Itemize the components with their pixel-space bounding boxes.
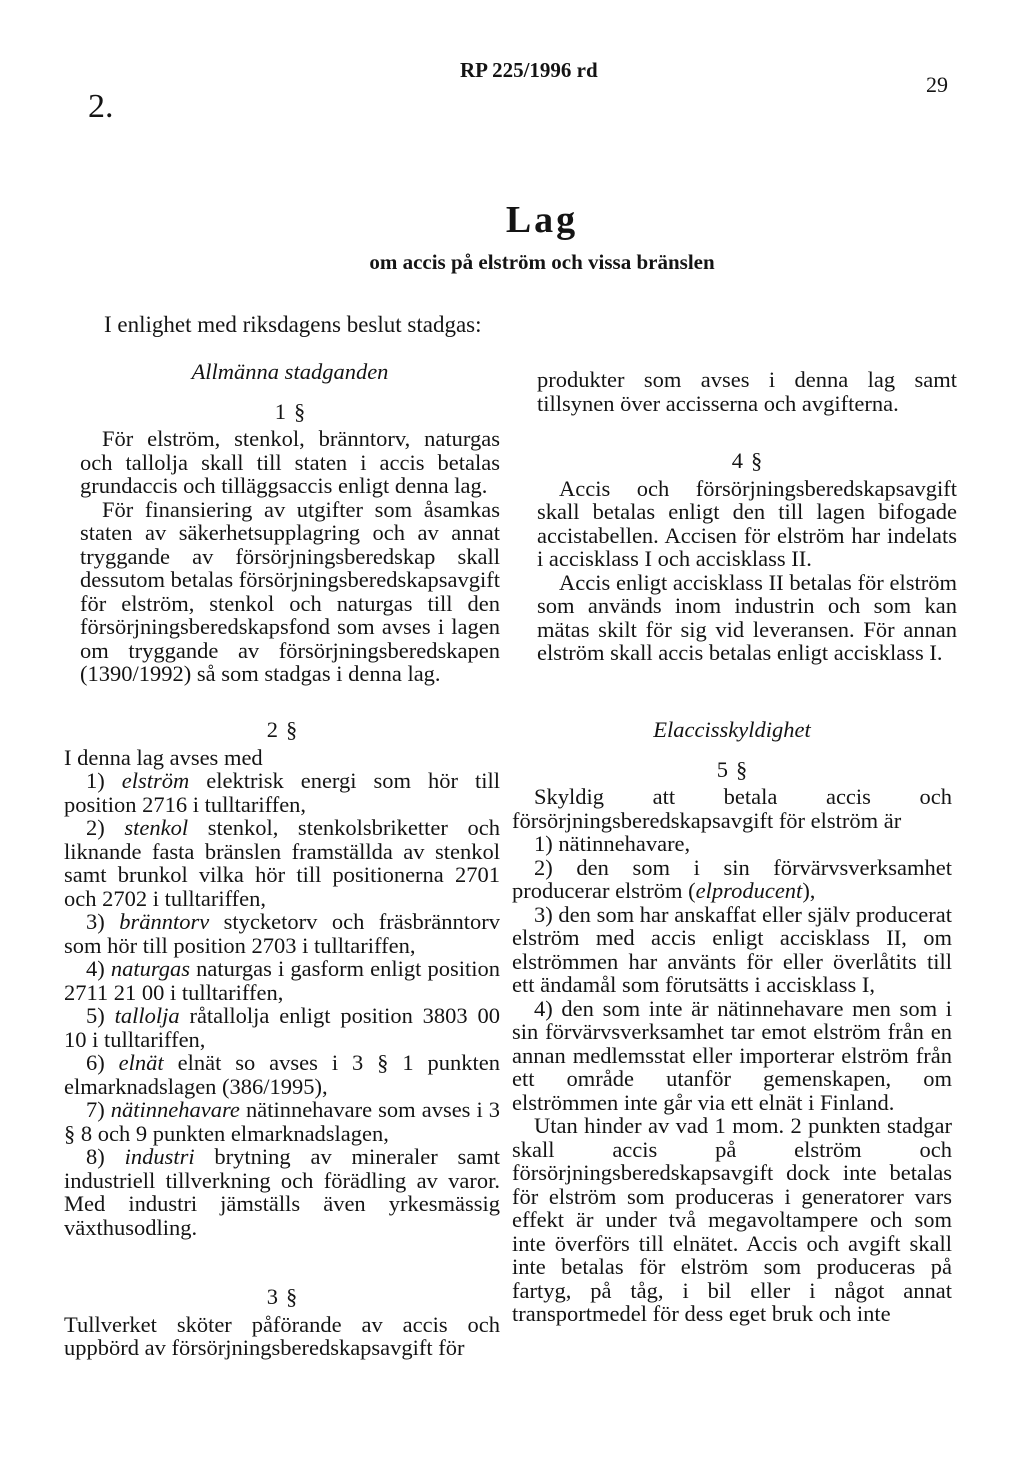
definition-text: råtallolja enligt position 3803 00 10 i tulltariffen, (64, 1003, 500, 1052)
section-2-intro: I denna lag avses med (64, 744, 263, 770)
section-1-paragraph-2: För finansiering av utgifter som åsamkas staten av säkerhetsupplagring och av annat tryggande av försörjningsberedskap skall dessutom betalas försörjningsberedskapsavgift för elström, stenkol och naturgas till den försörjningsberedskapsfond som avses i lagen om tryggande av försörjningsberedskapen (1390/1992) så som stadgas i denna lag. (80, 496, 500, 686)
right-column-bottom (512, 718, 952, 1326)
section-5-item-2 (512, 856, 952, 903)
item-text-end: ), (802, 878, 816, 903)
section-mark: § (294, 398, 306, 424)
section-4-paragraph-1: Accis och försörjningsberedskapsavgift skall betalas enligt den till lagen bifogade accistabellen. Accisen för elström har indelats i accisklass I och accisklass II. (537, 475, 957, 571)
section-mark: § (286, 1284, 298, 1309)
item-text: 2) den som i sin förvärvsverksamhet producerar elström ( (512, 854, 952, 903)
defined-term: nätinnehavare (110, 1097, 240, 1122)
chapter-heading: Elaccisskyldighet (653, 717, 811, 742)
definition-item (64, 769, 500, 816)
section-5-item-4: 4) den som inte är nätinnehavare men som i sin förvärvsverksamhet tar emot elström från en annan medlemsstat eller importerar elström från ett område utanför gemenskapen, om elströmmen inte går via ett elnät i Finland. (512, 995, 952, 1115)
definition-item (64, 957, 500, 1004)
defined-term: naturgas (110, 956, 191, 981)
definition-text: elektrisk energi som hör till position 2716 i tulltariffen, (64, 768, 501, 817)
section-1-paragraph-1: För elström, stenkol, bränntorv, naturgas och tallolja skall till staten i accis betalas grundaccis och tilläggsaccis enligt denna lag. (80, 426, 500, 498)
section-1-heading (80, 400, 500, 424)
section-number: 3 (266, 1284, 278, 1309)
item-number: 8) (86, 1144, 125, 1169)
section-3-heading (64, 1285, 500, 1309)
definition-text: brytning av mineraler samt industriell tillverkning och förädling av varor. Med industri jämställs även yrkesmässig växthusodling. (64, 1144, 500, 1240)
section-5-paragraph-2: Utan hinder av vad 1 mom. 2 punkten stadgar skall accis på elström och försörjningsberedskapsavgift dock inte betalas för elström som produceras i generatorer vars effekt är under två megavoltampere och som inte överförs till elnätet. Accis och avgift skall inte betalas för elström som produceras på fartyg, på tåg, i bil eller i något annat transportmedel för dess eget bruk och inte (512, 1113, 952, 1326)
section-3-continuation: produkter som avses i denna lag samt tillsynen över accisserna och avgifterna. (537, 367, 957, 416)
definition-item (64, 1004, 500, 1051)
section-number: 1 (274, 398, 286, 424)
section-5-item-3: 3) den som har anskaffat eller själv producerat elström med accis enligt accisklass II, om elströmmen har använts för eller överlåtits till ett ändamål som förutsätts i accisklass I, (512, 901, 952, 997)
section-mark: § (736, 756, 748, 782)
definition-text: elnät so avses i 3 § 1 punkten elmarknadslagen (386/1995), (64, 1050, 500, 1099)
law-title: Lag (505, 199, 579, 241)
right-column-top (537, 368, 957, 665)
defined-term: tallolja (114, 1003, 180, 1028)
definition-item (64, 1145, 500, 1239)
section-3-paragraph-1: Tullverket sköter påförande av accis och uppbörd av försörjningsberedskapsavgift för (64, 1311, 500, 1360)
definition-item (64, 1051, 500, 1098)
item-number: 7) (86, 1097, 111, 1122)
section-5-intro: Skyldig att betala accis och försörjningsberedskapsavgift för elström är (512, 784, 952, 833)
section-5-item-1: 1) nätinnehavare, (534, 831, 691, 856)
definition-item (64, 1098, 500, 1145)
item-number: 5) (86, 1003, 115, 1028)
item-number: 4) (86, 956, 111, 981)
section-4-heading (537, 449, 957, 473)
section-number: 4 (731, 448, 743, 473)
defined-term: elnät (118, 1050, 164, 1075)
definition-text: nätinnehavare som avses i 3 § 8 och 9 punkten elmarknadslagen, (64, 1097, 500, 1146)
left-column-top (80, 360, 500, 686)
section-5-heading (512, 758, 952, 782)
left-column-bottom (64, 718, 500, 1360)
item-number: 6) (86, 1050, 119, 1075)
defined-term: stenkol (124, 815, 189, 840)
item-number: 1) (86, 768, 122, 793)
item-number: 3) (86, 909, 120, 934)
section-2-heading (64, 718, 500, 742)
defined-term: elström (121, 768, 190, 793)
defined-term: bränntorv (119, 909, 210, 934)
document-reference: RP 225/1996 rd (460, 58, 598, 82)
definition-text: stycketorv och fräsbränntorv som hör till position 2703 i tulltariffen, (64, 909, 500, 958)
chapter-heading: Allmänna stadganden (191, 359, 389, 384)
enactment-clause: I enlighet med riksdagens beslut stadgas: (104, 312, 482, 337)
section-4-paragraph-2: Accis enligt accisklass II betalas för elström som används inom industrin och som kan mätas skilt för sig vid leveransen. För annan elström skall accis betalas enligt accisklass I. (537, 569, 957, 665)
section-mark: § (751, 448, 763, 473)
page-number: 29 (926, 72, 948, 97)
section-number: 2 (266, 717, 278, 742)
definition-item (64, 910, 500, 957)
section-number: 5 (716, 756, 728, 782)
law-subtitle: om accis på elström och vissa bränslen (369, 250, 715, 274)
item-number: 2) (86, 815, 125, 840)
chapter-number: 2. (88, 88, 114, 125)
defined-term: elproducent (695, 878, 803, 903)
definition-item (64, 816, 500, 910)
section-mark: § (286, 717, 298, 742)
definition-text: stenkol, stenkolsbriketter och liknande fasta bränslen framställda av stenkol samt brunkol vilka hör till positionerna 2701 och 2702 i tulltariffen, (64, 815, 500, 911)
defined-term: industri (124, 1144, 195, 1169)
definition-list (64, 769, 500, 1239)
definition-text: naturgas i gasform enligt position 2711 21 00 i tulltariffen, (64, 956, 500, 1005)
